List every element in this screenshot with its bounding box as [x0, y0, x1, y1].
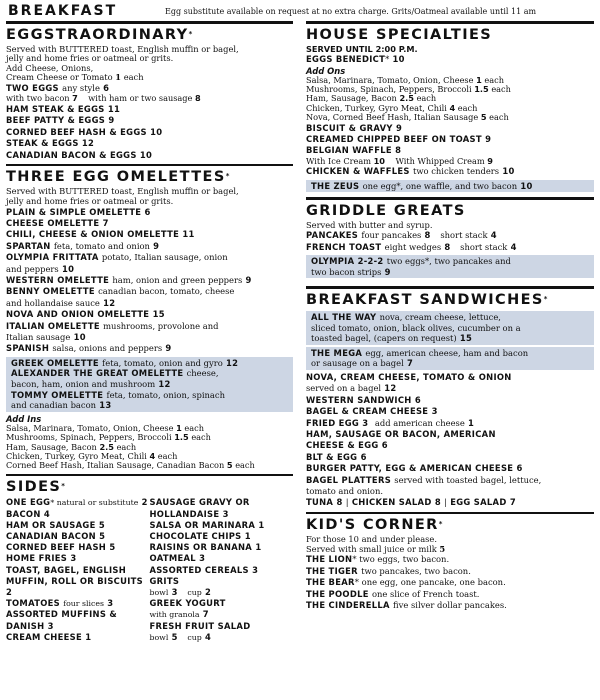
left-column	[6, 21, 293, 643]
menu-item: ONE EGG* natural or substitute 2	[6, 497, 148, 508]
menu-item: ITALIAN OMELETTE mushrooms, provolone and Italian sausage 10	[6, 320, 219, 343]
featured-zeus	[306, 180, 594, 193]
menu-item: TOMATOES four slices 3	[6, 598, 114, 609]
menu-item: SPANISH salsa, onions and peppers 9	[6, 343, 172, 354]
divider	[6, 21, 293, 24]
sides-list	[6, 497, 293, 643]
section-house-title: HOUSE SPECIALTIES	[306, 26, 493, 43]
menu-item: ASSORTED MUFFINS & DANISH 3	[6, 609, 118, 631]
eggstraordinary-note: Served with BUTTERED toast, English muffin or bagel, jelly and home fries or oatmeal or grits. Add Cheese, Onions, Cream Cheese or Tomato 1 each	[6, 43, 239, 83]
menu-item: BELGIAN WAFFLE 8	[306, 145, 402, 156]
menu-item: PLAIN & SIMPLE OMELETTE 6	[6, 206, 151, 217]
menu-item: OLYMPIA 2-2-2 two eggs*, two pancakes and two bacon strips 9	[311, 256, 511, 277]
menu-item: CHILI, CHEESE & ONION OMELETTE 11	[6, 229, 195, 240]
menu-item: GRITS bowl 3 cup 2	[149, 575, 212, 597]
omelettes-note: Served with BUTTERED toast, English muffin or bagel, jelly and home fries or oatmeal or grits.	[6, 186, 239, 206]
section-omelettes-title: THREE EGG OMELETTES*	[6, 169, 230, 186]
griddle-note: Served with butter and syrup.	[306, 219, 433, 230]
add-ins-title: Add Ins	[6, 413, 42, 424]
menu-item: CHICKEN & WAFFLES two chicken tenders 10	[306, 166, 515, 177]
section-sandwiches-title: BREAKFAST SANDWICHES*	[306, 291, 548, 308]
menu-item: THE BEAR* one egg, one pancake, one bacon.	[306, 577, 506, 588]
house-served-until: SERVED UNTIL 2:00 P.M.	[306, 43, 418, 54]
menu-item: TWO EGGS any style 6	[6, 82, 110, 93]
sides-left	[6, 497, 150, 643]
menu-item: EGGS BENEDICT* 10	[306, 54, 405, 65]
right-column	[306, 21, 594, 612]
menu-item: WESTERN SANDWICH 6	[306, 394, 421, 405]
featured-olympia	[306, 255, 594, 278]
menu-item: WESTERN OMELETTE ham, onion and green peppers 9	[6, 275, 252, 286]
menu-item: HAM OR SAUSAGE 5	[6, 519, 105, 530]
menu-item: OLYMPIA FRITTATA potato, Italian sausage, onion and peppers 10	[6, 252, 228, 274]
menu-item: SAUSAGE GRAVY OR HOLLANDAISE 3	[149, 497, 250, 519]
menu-item: THE MEGA egg, american cheese, ham and bacon or sausage on a bagel 7	[311, 347, 529, 369]
menu-item: OATMEAL 3	[149, 553, 206, 564]
menu-item: ASSORTED CEREALS 3	[149, 564, 259, 575]
featured-all-the-way	[306, 311, 594, 345]
menu-item: THE CINDERELLA five silver dollar pancakes.	[306, 600, 507, 611]
menu-item: CANADIAN BACON 5	[6, 530, 106, 541]
menu-item: CORNED BEEF HASH 5	[6, 542, 116, 553]
section-sides-title: SIDES*	[6, 479, 65, 496]
menu-item-options: with two bacon 7 with ham or two sausage 8	[6, 93, 201, 104]
kids-note: For those 10 and under please. Served with small juice or milk 5	[306, 534, 446, 554]
menu-item: STEAK & EGGS 12	[6, 138, 95, 149]
section-kids-title: KID'S CORNER*	[306, 517, 443, 534]
menu-item: BAGEL PLATTERS served with toasted bagel, lettuce, tomato and onion.	[306, 474, 542, 496]
menu-item: TUNA 8 | CHICKEN SALAD 8 | EGG SALAD 7	[306, 497, 516, 508]
menu-item: PANCAKES four pancakes 8 short stack 4	[306, 230, 497, 241]
divider	[306, 21, 594, 24]
menu-item: RAISINS OR BANANA 1	[149, 542, 262, 553]
menu-item: CREAM CHEESE 1	[6, 631, 92, 642]
menu-item: TOMMY OMELETTE feta, tomato, onion, spinach and canadian bacon 13	[11, 389, 225, 411]
menu-item: NOVA, CREAM CHEESE, TOMATO & ONION served on a bagel 12	[306, 371, 512, 394]
divider	[306, 286, 594, 289]
menu-item: BAGEL & CREAM CHEESE 3	[306, 406, 438, 417]
menu-item: HAM STEAK & EGGS 11	[6, 103, 121, 114]
menu-item: TOAST, BAGEL, ENGLISH MUFFIN, ROLL OR BISCUITS 2	[6, 564, 143, 597]
add-ins-list: Salsa, Marinara, Tomato, Onion, Cheese 1 each Mushrooms, Spinach, Peppers, Broccoli 1.5 each Ham, Sausage, Bacon 2.5 each Chicken, Turkey, Gyro Meat, Chili 4 each Corned Beef Hash, Italian Sausage, Canadian Bacon 5 each	[6, 422, 255, 471]
menu-item: ALL THE WAY nova, cream cheese, lettuce, sliced tomato, onion, black olives, cucumber on a toasted bagel, (capers on request) 15	[311, 311, 521, 344]
menu-item: BACON 4	[6, 508, 50, 519]
menu-item: ALEXANDER THE GREAT OMELETTE cheese, bacon, ham, onion and mushroom 12	[11, 368, 219, 390]
menu-item: FRIED EGG 3 add american cheese 1	[306, 417, 475, 428]
featured-mega	[306, 347, 594, 370]
menu-item: HOME FRIES 3	[6, 553, 77, 564]
page-title: BREAKFAST	[8, 3, 118, 19]
menu-item: THE LION* two eggs, two bacon.	[306, 554, 450, 565]
menu-item: BENNY OMELETTE canadian bacon, tomato, cheese and hollandaise sauce 12	[6, 286, 235, 308]
menu-item: CREAMED CHIPPED BEEF ON TOAST 9	[306, 133, 492, 144]
divider	[306, 197, 594, 200]
menu-item: CHEESE OMELETTE 7	[6, 218, 109, 228]
featured-omelettes	[6, 357, 293, 412]
menu-item: THE POODLE one slice of French toast.	[306, 588, 480, 599]
menu-item: SALSA OR MARINARA 1	[149, 519, 265, 530]
menu-item: BISCUIT & GRAVY 9	[306, 122, 403, 133]
add-ons-title: Add Ons	[306, 65, 346, 76]
menu-item: CHOCOLATE CHIPS 1	[149, 530, 251, 541]
menu-item: CORNED BEEF HASH & EGGS 10	[6, 126, 163, 137]
top-note: Egg substitute available on request at no extra charge. Grits/Oatmeal available until 11 am	[165, 7, 537, 16]
add-ons-list: Salsa, Marinara, Tomato, Onion, Cheese 1 each Mushrooms, Spinach, Peppers, Broccoli 1.5 each Ham, Sausage, Bacon 2.5 each Chicken, Turkey, Gyro Meat, Chili 4 each Nova, Corned Beef Hash, Italian Sausage 5 each	[306, 74, 511, 123]
menu-item: THE TIGER two pancakes, two bacon.	[306, 565, 471, 576]
menu-item: CANADIAN BACON & EGGS 10	[6, 149, 153, 160]
menu-item: FRESH FRUIT SALAD bowl 5 cup 4	[149, 620, 251, 642]
divider	[6, 474, 293, 477]
menu-item: HAM, SAUSAGE OR BACON, AMERICAN CHEESE & EGG 6	[306, 428, 496, 451]
menu-item-options: With Ice Cream 10 With Whipped Cream 9	[306, 155, 493, 166]
section-griddle-title: GRIDDLE GREATS	[306, 202, 466, 219]
menu-item: NOVA AND ONION OMELETTE 15	[6, 309, 165, 320]
divider	[6, 164, 293, 167]
menu-item: FRENCH TOAST eight wedges 8 short stack 4	[306, 241, 517, 252]
menu-item: BLT & EGG 6	[306, 451, 367, 462]
menu-item: THE ZEUS one egg*, one waffle, and two bacon 10	[311, 180, 533, 191]
section-eggstraordinary-title: EGGSTRAORDINARY*	[6, 26, 193, 43]
sides-right	[150, 497, 294, 643]
menu-item: GREEK OMELETTE feta, tomato, onion and gyro 12	[11, 357, 239, 368]
menu-item: BEEF PATTY & EGGS 9	[6, 115, 115, 126]
menu-item: SPARTAN feta, tomato and onion 9	[6, 240, 160, 251]
menu-item: BURGER PATTY, EGG & AMERICAN CHEESE 6	[306, 463, 523, 474]
divider	[306, 512, 594, 515]
menu-item: GREEK YOGURT with granola 7	[149, 598, 226, 620]
